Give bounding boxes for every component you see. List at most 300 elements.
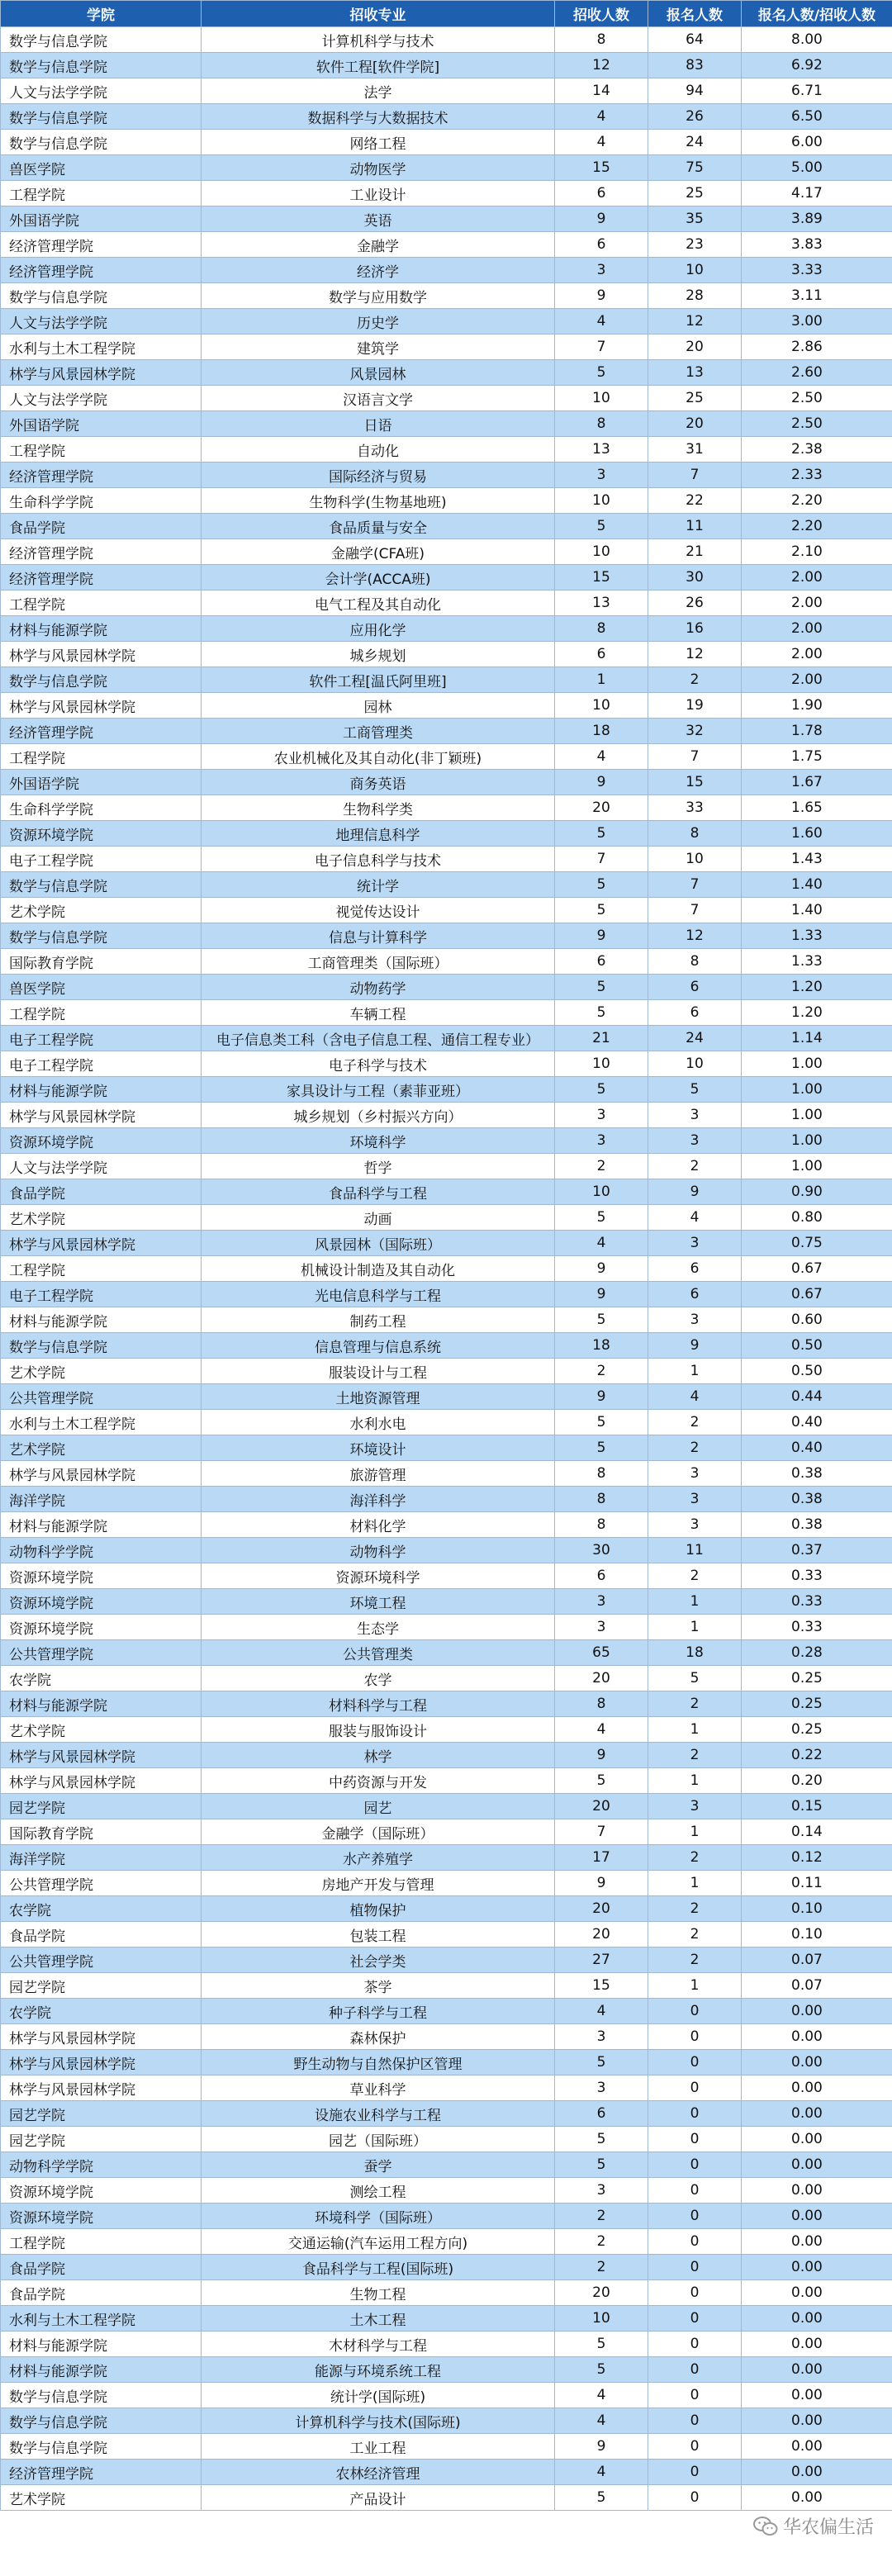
cell-applicants: 10	[648, 258, 742, 283]
cell-ratio: 0.00	[742, 2229, 892, 2255]
cell-applicants: 26	[648, 591, 742, 616]
cell-ratio: 0.75	[742, 1231, 892, 1256]
cell-quota: 17	[555, 1845, 648, 1871]
cell-applicants: 3	[648, 1512, 742, 1538]
cell-ratio: 0.00	[742, 2076, 892, 2101]
table-row	[1, 2076, 892, 2101]
cell-major: 制药工程	[202, 1307, 555, 1333]
cell-college: 材料与能源学院	[1, 1691, 202, 1717]
table-row	[1, 2280, 892, 2306]
cell-college: 电子工程学院	[1, 847, 202, 872]
cell-applicants: 21	[648, 539, 742, 565]
cell-applicants: 2	[648, 1435, 742, 1461]
cell-quota: 4	[555, 744, 648, 770]
header-quota: 招收人数	[555, 1, 648, 27]
cell-ratio: 2.20	[742, 488, 892, 514]
cell-ratio: 0.00	[742, 2332, 892, 2357]
cell-college: 经济管理学院	[1, 2460, 202, 2485]
cell-ratio: 0.25	[742, 1691, 892, 1717]
table-row	[1, 53, 892, 78]
cell-applicants: 10	[648, 847, 742, 872]
cell-quota: 8	[555, 411, 648, 437]
cell-college: 公共管理学院	[1, 1384, 202, 1410]
table-row	[1, 923, 892, 949]
cell-ratio: 1.00	[742, 1051, 892, 1077]
cell-ratio: 3.89	[742, 206, 892, 232]
cell-college: 数学与信息学院	[1, 104, 202, 130]
cell-quota: 8	[555, 27, 648, 53]
cell-ratio: 3.83	[742, 232, 892, 258]
table-row	[1, 1359, 892, 1384]
table-row	[1, 1896, 892, 1922]
cell-applicants: 5	[648, 1077, 742, 1103]
cell-ratio: 2.00	[742, 642, 892, 667]
header-college: 学院	[1, 1, 202, 27]
cell-quota: 5	[555, 898, 648, 923]
cell-major: 蚕学	[202, 2152, 555, 2178]
cell-quota: 8	[555, 1512, 648, 1538]
cell-ratio: 1.43	[742, 847, 892, 872]
cell-college: 艺术学院	[1, 1359, 202, 1384]
cell-quota: 10	[555, 1179, 648, 1205]
cell-college: 国际教育学院	[1, 949, 202, 975]
cell-applicants: 12	[648, 309, 742, 334]
cell-quota: 6	[555, 232, 648, 258]
cell-applicants: 12	[648, 642, 742, 667]
cell-quota: 5	[555, 1768, 648, 1794]
cell-applicants: 1	[648, 1359, 742, 1384]
cell-college: 艺术学院	[1, 1205, 202, 1231]
table-body	[1, 27, 892, 2511]
cell-ratio: 0.67	[742, 1256, 892, 1282]
cell-applicants: 3	[648, 1487, 742, 1512]
cell-major: 信息管理与信息系统	[202, 1333, 555, 1359]
cell-college: 资源环境学院	[1, 2178, 202, 2204]
table-row	[1, 1973, 892, 1999]
cell-applicants: 25	[648, 386, 742, 411]
table-row	[1, 514, 892, 539]
cell-major: 哲学	[202, 1154, 555, 1179]
cell-college: 园艺学院	[1, 2127, 202, 2152]
cell-major: 工业设计	[202, 181, 555, 206]
cell-ratio: 0.00	[742, 2127, 892, 2152]
cell-applicants: 2	[648, 1743, 742, 1768]
cell-quota: 9	[555, 283, 648, 309]
cell-ratio: 2.00	[742, 616, 892, 642]
cell-college: 电子工程学院	[1, 1282, 202, 1307]
table-row	[1, 1154, 892, 1179]
cell-major: 木材科学与工程	[202, 2332, 555, 2357]
cell-ratio: 0.20	[742, 1768, 892, 1794]
cell-major: 环境设计	[202, 1435, 555, 1461]
cell-college: 电子工程学院	[1, 1051, 202, 1077]
table-row	[1, 1231, 892, 1256]
table-row	[1, 1666, 892, 1691]
cell-major: 机械设计制造及其自动化	[202, 1256, 555, 1282]
cell-major: 历史学	[202, 309, 555, 334]
cell-ratio: 1.78	[742, 719, 892, 744]
cell-college: 艺术学院	[1, 2485, 202, 2511]
cell-ratio: 0.00	[742, 2101, 892, 2127]
cell-applicants: 83	[648, 53, 742, 78]
cell-college: 食品学院	[1, 1922, 202, 1947]
cell-quota: 18	[555, 1333, 648, 1359]
cell-applicants: 0	[648, 2255, 742, 2280]
cell-major: 汉语言文学	[202, 386, 555, 411]
cell-applicants: 32	[648, 719, 742, 744]
cell-major: 生物工程	[202, 2280, 555, 2306]
table-row	[1, 872, 892, 898]
table-row	[1, 2460, 892, 2485]
cell-quota: 9	[555, 206, 648, 232]
cell-major: 测绘工程	[202, 2178, 555, 2204]
cell-college: 工程学院	[1, 591, 202, 616]
watermark	[753, 2513, 874, 2539]
cell-college: 水利与土木工程学院	[1, 334, 202, 360]
table-row	[1, 463, 892, 488]
cell-applicants: 7	[648, 898, 742, 923]
cell-applicants: 2	[648, 1410, 742, 1435]
cell-college: 食品学院	[1, 514, 202, 539]
cell-ratio: 0.00	[742, 2255, 892, 2280]
cell-quota: 3	[555, 1128, 648, 1154]
cell-college: 数学与信息学院	[1, 130, 202, 155]
cell-quota: 2	[555, 2255, 648, 2280]
cell-applicants: 3	[648, 1231, 742, 1256]
cell-ratio: 2.50	[742, 386, 892, 411]
cell-ratio: 0.07	[742, 1973, 892, 1999]
cell-quota: 6	[555, 949, 648, 975]
cell-ratio: 0.07	[742, 1947, 892, 1973]
cell-college: 工程学院	[1, 2229, 202, 2255]
cell-major: 农林经济管理	[202, 2460, 555, 2485]
table-row	[1, 565, 892, 591]
table-header	[1, 1, 892, 27]
cell-college: 数学与信息学院	[1, 667, 202, 693]
cell-major: 软件工程[软件学院]	[202, 53, 555, 78]
cell-college: 数学与信息学院	[1, 872, 202, 898]
table-row	[1, 795, 892, 821]
cell-quota: 6	[555, 181, 648, 206]
cell-quota: 8	[555, 1461, 648, 1487]
cell-college: 园艺学院	[1, 1973, 202, 1999]
cell-quota: 5	[555, 2357, 648, 2383]
table-row	[1, 2332, 892, 2357]
cell-college: 生命科学学院	[1, 795, 202, 821]
cell-college: 食品学院	[1, 1179, 202, 1205]
cell-quota: 15	[555, 155, 648, 181]
table-row	[1, 2178, 892, 2204]
cell-ratio: 0.00	[742, 1999, 892, 2024]
cell-college: 生命科学学院	[1, 488, 202, 514]
cell-ratio: 1.75	[742, 744, 892, 770]
cell-college: 水利与土木工程学院	[1, 1410, 202, 1435]
table-row	[1, 78, 892, 104]
cell-major: 林学	[202, 1743, 555, 1768]
table-row	[1, 1691, 892, 1717]
cell-college: 食品学院	[1, 2280, 202, 2306]
cell-major: 园林	[202, 693, 555, 719]
cell-ratio: 1.67	[742, 770, 892, 795]
cell-applicants: 24	[648, 1026, 742, 1051]
cell-ratio: 0.50	[742, 1333, 892, 1359]
cell-major: 包装工程	[202, 1922, 555, 1947]
cell-major: 设施农业科学与工程	[202, 2101, 555, 2127]
cell-major: 生物科学类	[202, 795, 555, 821]
cell-major: 日语	[202, 411, 555, 437]
cell-major: 资源环境科学	[202, 1563, 555, 1589]
cell-college: 林学与风景园林学院	[1, 1103, 202, 1128]
cell-ratio: 2.38	[742, 437, 892, 463]
cell-college: 数学与信息学院	[1, 1333, 202, 1359]
cell-applicants: 0	[648, 2152, 742, 2178]
cell-ratio: 1.00	[742, 1128, 892, 1154]
cell-applicants: 0	[648, 2383, 742, 2408]
table-row	[1, 949, 892, 975]
table-row	[1, 847, 892, 872]
cell-ratio: 0.33	[742, 1615, 892, 1640]
cell-applicants: 0	[648, 2485, 742, 2511]
cell-ratio: 0.25	[742, 1666, 892, 1691]
table-row	[1, 2204, 892, 2229]
cell-major: 环境工程	[202, 1589, 555, 1615]
cell-quota: 9	[555, 1282, 648, 1307]
table-row	[1, 642, 892, 667]
cell-college: 林学与风景园林学院	[1, 2024, 202, 2050]
cell-applicants: 0	[648, 2408, 742, 2434]
cell-major: 风景园林（国际班）	[202, 1231, 555, 1256]
cell-ratio: 1.00	[742, 1154, 892, 1179]
cell-major: 野生动物与自然保护区管理	[202, 2050, 555, 2076]
cell-applicants: 4	[648, 1205, 742, 1231]
cell-college: 水利与土木工程学院	[1, 2306, 202, 2332]
cell-quota: 3	[555, 1615, 648, 1640]
table-row	[1, 1000, 892, 1026]
table-row	[1, 1051, 892, 1077]
cell-quota: 5	[555, 514, 648, 539]
cell-ratio: 1.33	[742, 923, 892, 949]
table-row	[1, 206, 892, 232]
table-row	[1, 437, 892, 463]
cell-quota: 9	[555, 1256, 648, 1282]
cell-ratio: 1.90	[742, 693, 892, 719]
cell-quota: 3	[555, 1589, 648, 1615]
table-row	[1, 1026, 892, 1051]
cell-quota: 2	[555, 1359, 648, 1384]
cell-college: 林学与风景园林学院	[1, 1461, 202, 1487]
cell-ratio: 0.33	[742, 1589, 892, 1615]
cell-applicants: 35	[648, 206, 742, 232]
table-row	[1, 283, 892, 309]
cell-college: 园艺学院	[1, 1794, 202, 1819]
cell-major: 动画	[202, 1205, 555, 1231]
cell-major: 能源与环境系统工程	[202, 2357, 555, 2383]
cell-applicants: 28	[648, 283, 742, 309]
cell-college: 数学与信息学院	[1, 27, 202, 53]
cell-ratio: 3.33	[742, 258, 892, 283]
cell-quota: 13	[555, 591, 648, 616]
cell-quota: 10	[555, 1051, 648, 1077]
cell-quota: 4	[555, 2460, 648, 2485]
cell-major: 植物保护	[202, 1896, 555, 1922]
table-row	[1, 334, 892, 360]
cell-quota: 10	[555, 488, 648, 514]
cell-ratio: 0.33	[742, 1563, 892, 1589]
cell-major: 房地产开发与管理	[202, 1871, 555, 1896]
cell-applicants: 2	[648, 1154, 742, 1179]
cell-major: 食品质量与安全	[202, 514, 555, 539]
cell-applicants: 11	[648, 1538, 742, 1563]
cell-college: 材料与能源学院	[1, 2332, 202, 2357]
cell-ratio: 2.60	[742, 360, 892, 386]
cell-college: 林学与风景园林学院	[1, 2050, 202, 2076]
table-row	[1, 2101, 892, 2127]
cell-ratio: 0.00	[742, 2178, 892, 2204]
cell-major: 车辆工程	[202, 1000, 555, 1026]
table-row	[1, 2229, 892, 2255]
cell-quota: 20	[555, 2280, 648, 2306]
cell-applicants: 24	[648, 130, 742, 155]
cell-ratio: 0.00	[742, 2357, 892, 2383]
cell-ratio: 0.37	[742, 1538, 892, 1563]
table-row	[1, 898, 892, 923]
cell-major: 食品科学与工程(国际班)	[202, 2255, 555, 2280]
cell-applicants: 1	[648, 1819, 742, 1845]
cell-applicants: 1	[648, 1589, 742, 1615]
cell-college: 公共管理学院	[1, 1947, 202, 1973]
cell-major: 园艺	[202, 1794, 555, 1819]
cell-quota: 18	[555, 719, 648, 744]
cell-quota: 9	[555, 1871, 648, 1896]
cell-ratio: 0.22	[742, 1743, 892, 1768]
cell-college: 林学与风景园林学院	[1, 1231, 202, 1256]
cell-quota: 2	[555, 1154, 648, 1179]
cell-quota: 4	[555, 2408, 648, 2434]
cell-applicants: 6	[648, 1256, 742, 1282]
table-row	[1, 1794, 892, 1819]
cell-college: 材料与能源学院	[1, 616, 202, 642]
cell-applicants: 1	[648, 1717, 742, 1743]
cell-quota: 5	[555, 2152, 648, 2178]
table-row	[1, 2255, 892, 2280]
cell-quota: 8	[555, 1487, 648, 1512]
cell-major: 电气工程及其自动化	[202, 591, 555, 616]
cell-major: 环境科学	[202, 1128, 555, 1154]
cell-college: 艺术学院	[1, 898, 202, 923]
table-row	[1, 104, 892, 130]
cell-ratio: 0.14	[742, 1819, 892, 1845]
cell-major: 种子科学与工程	[202, 1999, 555, 2024]
cell-major: 环境科学（国际班）	[202, 2204, 555, 2229]
cell-applicants: 12	[648, 923, 742, 949]
cell-major: 产品设计	[202, 2485, 555, 2511]
header-ratio: 报名人数/招收人数	[742, 1, 892, 27]
table-row	[1, 1333, 892, 1359]
cell-major: 土地资源管理	[202, 1384, 555, 1410]
cell-ratio: 6.71	[742, 78, 892, 104]
cell-major: 应用化学	[202, 616, 555, 642]
cell-college: 海洋学院	[1, 1487, 202, 1512]
table-row	[1, 2485, 892, 2511]
cell-applicants: 20	[648, 334, 742, 360]
cell-ratio: 0.60	[742, 1307, 892, 1333]
cell-applicants: 23	[648, 232, 742, 258]
cell-quota: 5	[555, 1000, 648, 1026]
cell-ratio: 1.60	[742, 821, 892, 847]
cell-applicants: 2	[648, 1896, 742, 1922]
cell-applicants: 0	[648, 2306, 742, 2332]
table-row	[1, 2152, 892, 2178]
cell-college: 材料与能源学院	[1, 1512, 202, 1538]
cell-ratio: 2.00	[742, 591, 892, 616]
cell-major: 公共管理类	[202, 1640, 555, 1666]
cell-applicants: 0	[648, 2229, 742, 2255]
cell-major: 中药资源与开发	[202, 1768, 555, 1794]
table-row	[1, 539, 892, 565]
cell-major: 材料科学与工程	[202, 1691, 555, 1717]
cell-major: 自动化	[202, 437, 555, 463]
cell-college: 数学与信息学院	[1, 2434, 202, 2460]
cell-applicants: 2	[648, 1563, 742, 1589]
cell-quota: 5	[555, 1205, 648, 1231]
cell-quota: 5	[555, 360, 648, 386]
table-row	[1, 1435, 892, 1461]
table-row	[1, 770, 892, 795]
cell-quota: 12	[555, 53, 648, 78]
cell-major: 信息与计算科学	[202, 923, 555, 949]
cell-major: 英语	[202, 206, 555, 232]
cell-college: 工程学院	[1, 1000, 202, 1026]
cell-ratio: 0.67	[742, 1282, 892, 1307]
table-row	[1, 1538, 892, 1563]
cell-ratio: 0.50	[742, 1359, 892, 1384]
cell-major: 社会学类	[202, 1947, 555, 1973]
cell-college: 数学与信息学院	[1, 2408, 202, 2434]
cell-quota: 5	[555, 1077, 648, 1103]
table-row	[1, 155, 892, 181]
cell-quota: 6	[555, 1563, 648, 1589]
cell-major: 金融学	[202, 232, 555, 258]
cell-college: 资源环境学院	[1, 1563, 202, 1589]
table-row	[1, 1384, 892, 1410]
cell-ratio: 3.00	[742, 309, 892, 334]
table-row	[1, 616, 892, 642]
cell-major: 家具设计与工程（素菲亚班）	[202, 1077, 555, 1103]
cell-college: 国际教育学院	[1, 1819, 202, 1845]
table-row	[1, 1179, 892, 1205]
cell-ratio: 2.20	[742, 514, 892, 539]
cell-college: 数学与信息学院	[1, 283, 202, 309]
cell-ratio: 1.40	[742, 872, 892, 898]
cell-applicants: 0	[648, 2332, 742, 2357]
cell-major: 地理信息科学	[202, 821, 555, 847]
cell-applicants: 3	[648, 1461, 742, 1487]
cell-ratio: 0.40	[742, 1435, 892, 1461]
cell-applicants: 2	[648, 1922, 742, 1947]
table-row	[1, 2127, 892, 2152]
table-row	[1, 1615, 892, 1640]
cell-applicants: 0	[648, 2024, 742, 2050]
cell-applicants: 2	[648, 1845, 742, 1871]
cell-major: 数据科学与大数据技术	[202, 104, 555, 130]
cell-quota: 2	[555, 2204, 648, 2229]
table-row	[1, 1563, 892, 1589]
cell-applicants: 8	[648, 821, 742, 847]
cell-major: 软件工程[温氏阿里班]	[202, 667, 555, 693]
cell-applicants: 75	[648, 155, 742, 181]
table-row	[1, 744, 892, 770]
cell-quota: 20	[555, 1896, 648, 1922]
